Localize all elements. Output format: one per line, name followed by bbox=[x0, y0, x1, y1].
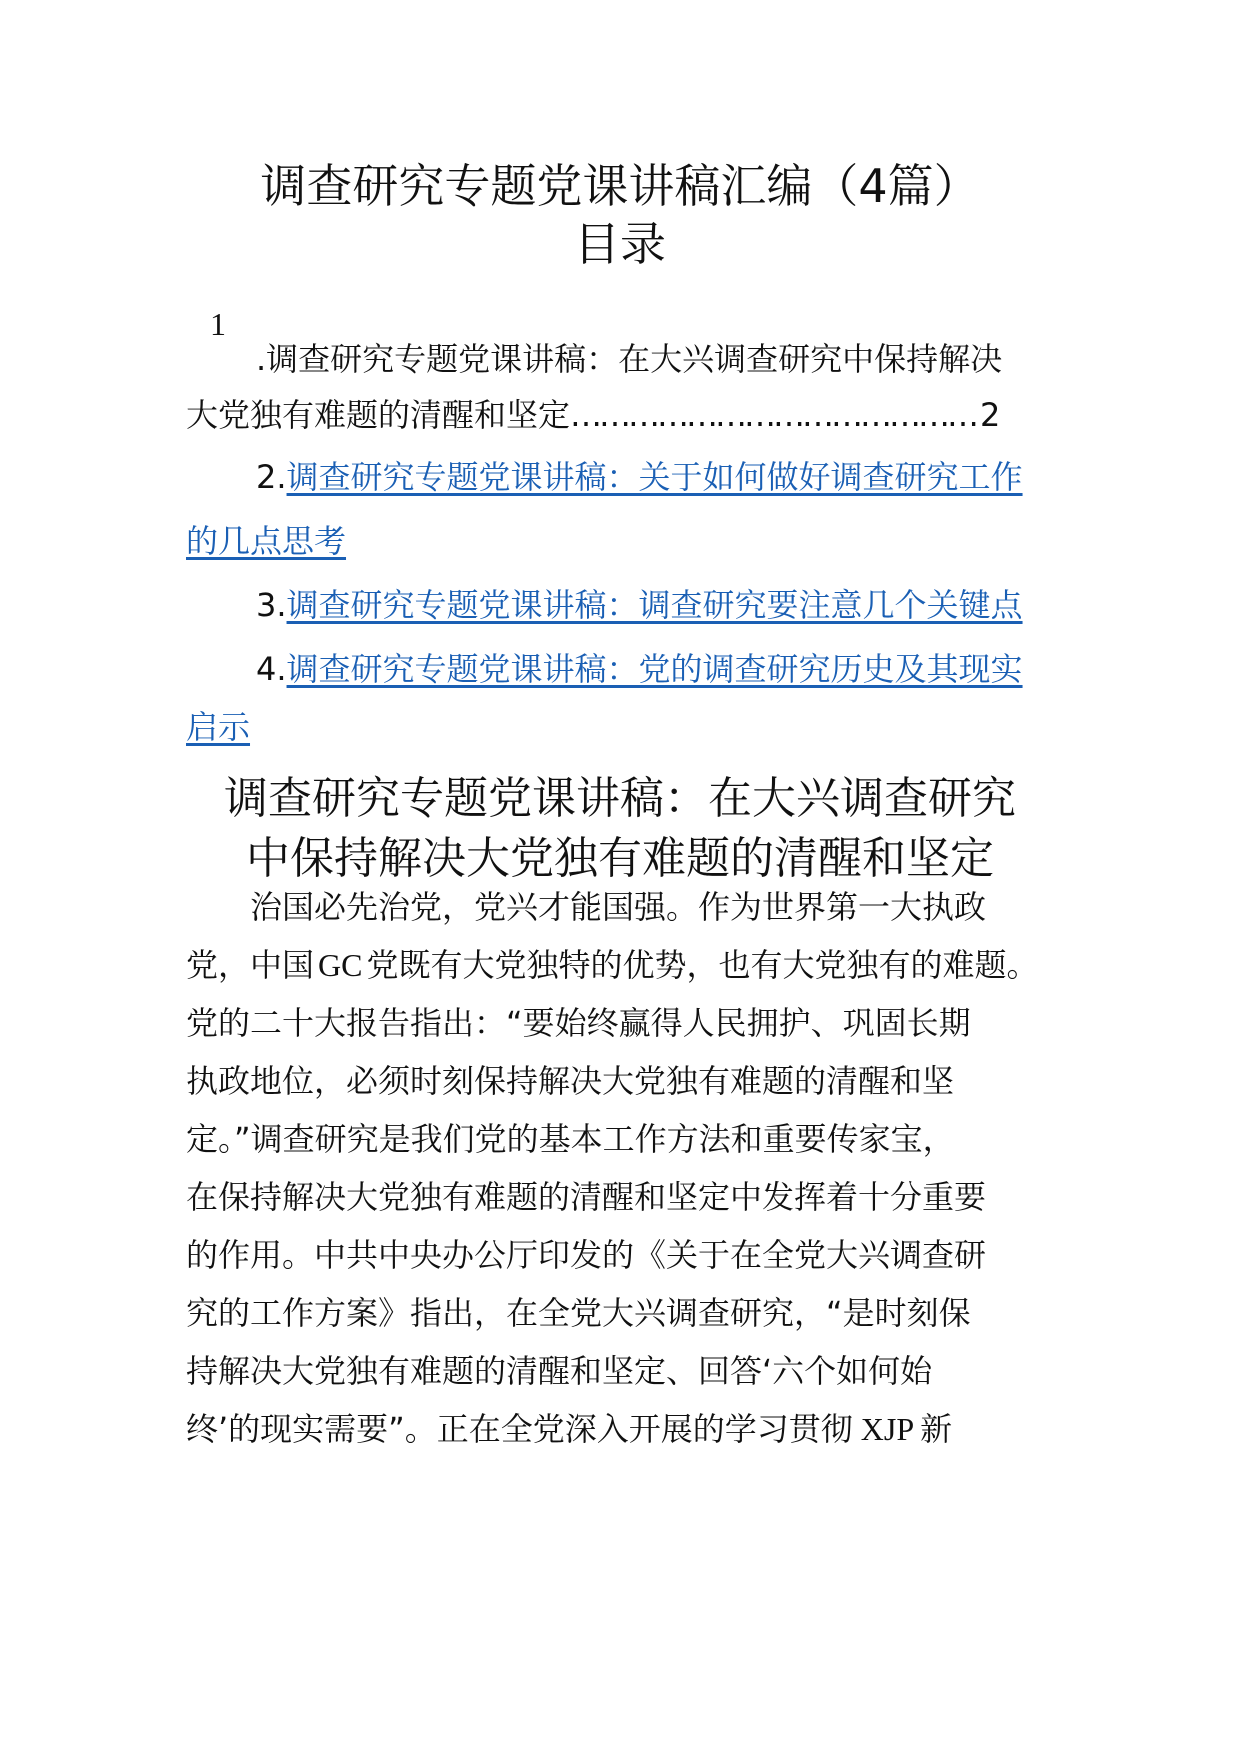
toc-item-4-number: 4. bbox=[256, 650, 287, 688]
body-line-9: 持解决大党独有难题的清醒和坚定、回答‘六个如何始 bbox=[186, 1352, 933, 1390]
toc-item-1-number: 1 bbox=[210, 306, 226, 342]
body-line-1: 治国必先治党，党兴才能国强。作为世界第一大执政 bbox=[250, 888, 987, 926]
body-line-2 bbox=[186, 940, 1066, 986]
body-line-5: 定。”调查研究是我们党的基本工作方法和重要传家宝， bbox=[186, 1120, 955, 1158]
toc-item-2-number: 2. bbox=[256, 458, 287, 496]
section-title-line-1: 调查研究专题党课讲稿：在大兴调查研究 bbox=[224, 773, 1016, 824]
body-line-6: 在保持解决大党独有难题的清醒和坚定中发挥着十分重要 bbox=[186, 1178, 987, 1216]
toc-item-2 bbox=[256, 452, 1023, 498]
section-title-line-2: 中保持解决大党独有难题的清醒和坚定 bbox=[246, 833, 994, 884]
body-line-4: 执政地位，必须时刻保持解决大党独有难题的清醒和坚 bbox=[186, 1062, 955, 1100]
body-text-latin: XJP bbox=[860, 1411, 915, 1447]
toc-item-2-link[interactable]: 调查研究专题党课讲稿：关于如何做好调查研究工作 bbox=[286, 458, 1023, 496]
toc-item-3 bbox=[256, 580, 1023, 626]
toc-item-1-line-1: .调查研究专题党课讲稿：在大兴调查研究中保持解决 bbox=[256, 340, 1003, 378]
document-title: 调查研究专题党课讲稿汇编（4篇） bbox=[260, 159, 980, 213]
toc-item-1-page: 2 bbox=[980, 396, 1001, 434]
toc-item-4-link[interactable]: 调查研究专题党课讲稿：党的调查研究历史及其现实 bbox=[286, 650, 1023, 688]
body-text: 新 bbox=[920, 1410, 953, 1448]
toc-item-3-link[interactable]: 调查研究专题党课讲稿：调查研究要注意几个关键点 bbox=[286, 586, 1023, 624]
body-line-3: 党的二十大报告指出：“要始终赢得人民拥护、巩固长期 bbox=[186, 1004, 971, 1042]
toc-item-1-leader: …………………………………… bbox=[570, 396, 977, 434]
toc-item-3-number: 3. bbox=[256, 586, 287, 624]
toc-item-1-text: 大党独有难题的清醒和坚定 bbox=[186, 396, 571, 434]
toc-item-4 bbox=[256, 644, 1023, 690]
body-text-latin: GC bbox=[318, 947, 363, 983]
body-text: 党，中国 bbox=[186, 946, 315, 984]
body-line-8: 究的工作方案》指出，在全党大兴调查研究，“是时刻保 bbox=[186, 1294, 971, 1332]
body-text: 终’的现实需要”。正在全党深入开展的学习贯彻 bbox=[186, 1410, 853, 1448]
body-text: 党既有大党独特的优势，也有大党独有的难题。 bbox=[366, 946, 1039, 984]
toc-heading: 目录 bbox=[574, 217, 666, 271]
toc-item-2-link-continued[interactable]: 的几点思考 bbox=[186, 522, 347, 560]
toc-item-4-link-continued[interactable]: 启示 bbox=[186, 708, 251, 746]
toc-item-1-line-2 bbox=[186, 390, 1000, 436]
body-line-10 bbox=[186, 1404, 1054, 1450]
body-line-7: 的作用。中共中央办公厅印发的《关于在全党大兴调查研 bbox=[186, 1236, 987, 1274]
